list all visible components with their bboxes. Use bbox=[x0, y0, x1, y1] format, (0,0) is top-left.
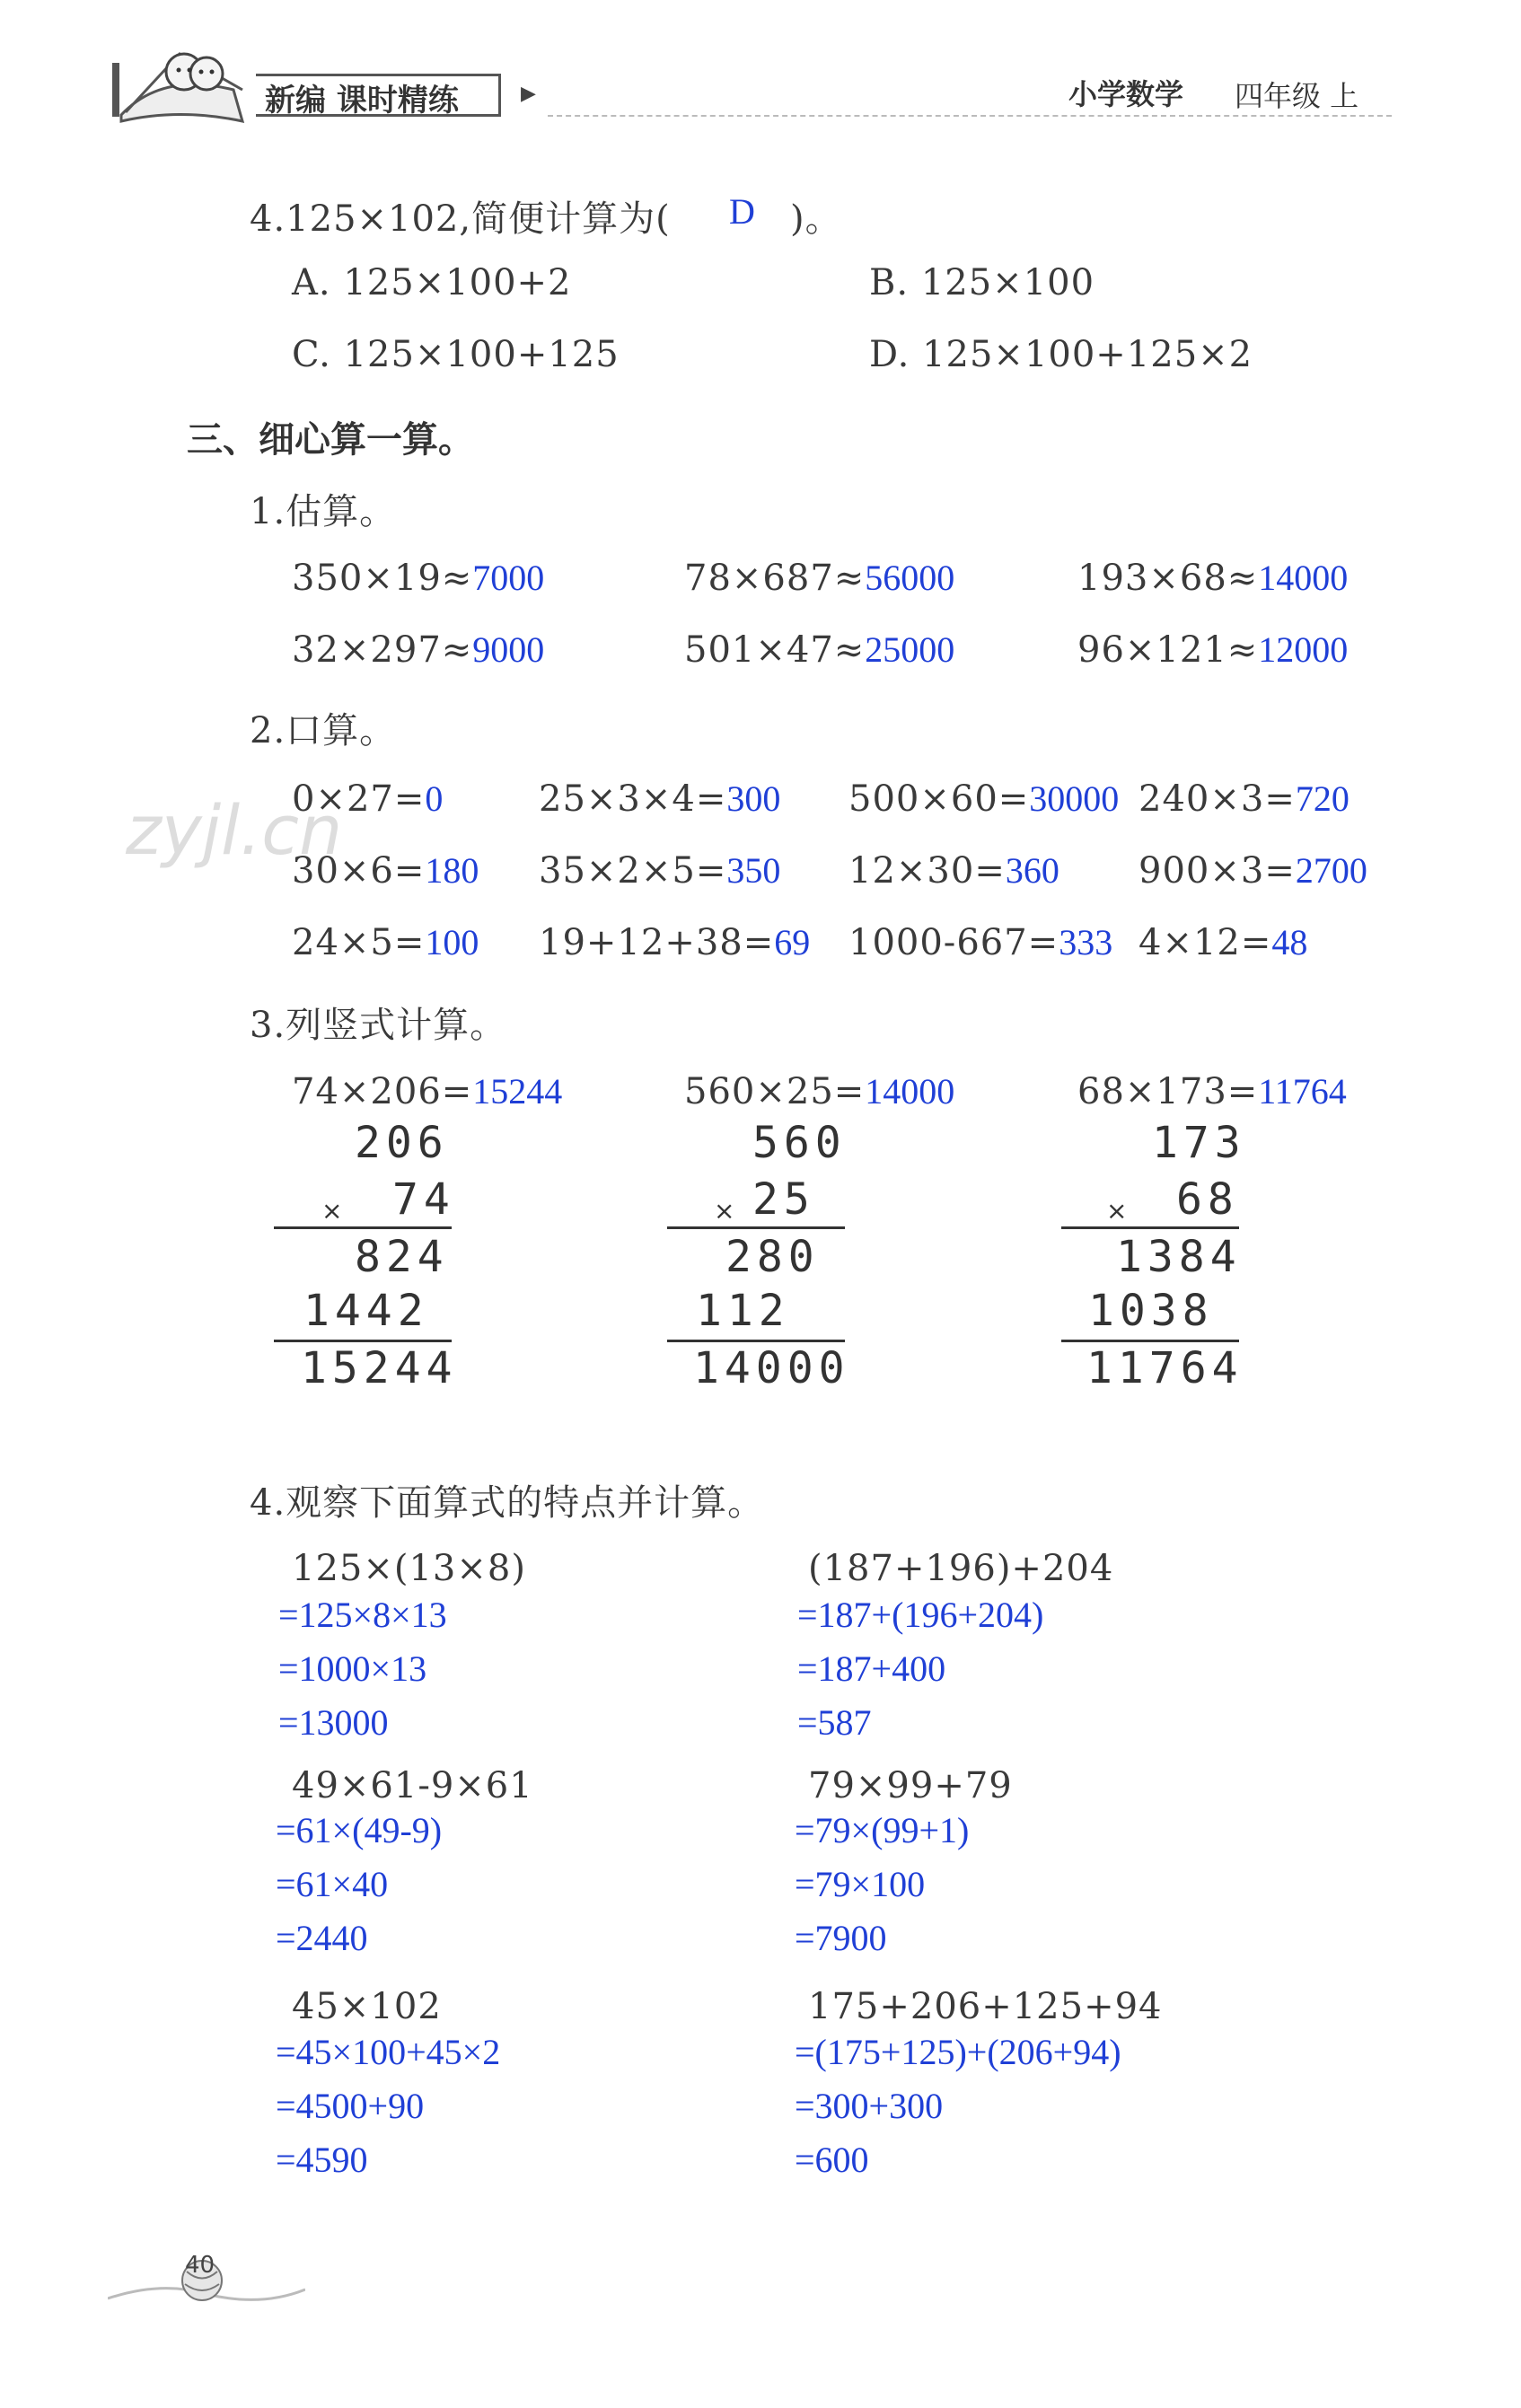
answer: 7000 bbox=[472, 558, 545, 598]
subject-label: 小学数学 bbox=[1068, 77, 1184, 111]
answer: 11764 bbox=[1258, 1071, 1347, 1112]
expr: 560×25= bbox=[684, 1071, 866, 1112]
answer: 69 bbox=[774, 922, 811, 962]
answer: 720 bbox=[1295, 778, 1350, 819]
question-stem-end: )。 bbox=[790, 198, 842, 240]
expr: 12×30= bbox=[848, 850, 1006, 892]
step: =4590 bbox=[276, 2140, 368, 2180]
book-title: 新编 课时精练 bbox=[265, 83, 459, 119]
expr: 1000-667= bbox=[848, 922, 1059, 963]
estimate-item bbox=[684, 557, 954, 599]
step: =187+(196+204) bbox=[797, 1595, 1044, 1635]
estimate-item bbox=[1077, 557, 1348, 599]
answer: 14000 bbox=[865, 1071, 955, 1112]
rule-line bbox=[274, 1340, 452, 1342]
expr: 500×60= bbox=[848, 778, 1030, 820]
times-sign: × bbox=[1106, 1196, 1128, 1226]
oral-item bbox=[848, 778, 1119, 820]
option-c: C. 125×100+125 bbox=[292, 334, 620, 375]
expr: 45×102 bbox=[292, 1986, 442, 2027]
multiplier: 74 bbox=[392, 1174, 455, 1225]
partial-product-2: 1038 bbox=[1088, 1286, 1214, 1336]
answer: 2700 bbox=[1295, 850, 1367, 891]
answer: 360 bbox=[1005, 850, 1059, 891]
page-number: 40 bbox=[185, 2252, 215, 2279]
step: =2440 bbox=[276, 1918, 368, 1958]
answer: 12000 bbox=[1258, 629, 1349, 670]
step: =587 bbox=[797, 1702, 872, 1743]
oral-title: 2.口算。 bbox=[250, 710, 397, 751]
step: =300+300 bbox=[795, 2086, 944, 2126]
expr: 68×173= bbox=[1077, 1071, 1259, 1112]
multiplier: 25 bbox=[752, 1174, 815, 1225]
answer: 30000 bbox=[1029, 778, 1120, 819]
oral-item bbox=[1139, 849, 1367, 892]
expr: 350×19≈ bbox=[292, 558, 473, 599]
step: =61×(49-9) bbox=[276, 1810, 443, 1850]
answer: 0 bbox=[425, 778, 444, 819]
step: =1000×13 bbox=[278, 1648, 427, 1689]
partial-product-1: 1384 bbox=[1116, 1232, 1242, 1282]
expr: 900×3= bbox=[1139, 850, 1296, 892]
expr: 74×206= bbox=[292, 1071, 473, 1112]
oral-item bbox=[1139, 778, 1350, 820]
expr: 78×687≈ bbox=[684, 558, 866, 599]
partial-product-2: 112 bbox=[696, 1286, 790, 1336]
answer: 15244 bbox=[472, 1071, 563, 1112]
estimate-item bbox=[1077, 628, 1348, 671]
answer: 300 bbox=[726, 778, 781, 819]
expr: 30×6= bbox=[292, 850, 426, 892]
multiplicand: 560 bbox=[752, 1118, 847, 1168]
multiplier: 68 bbox=[1176, 1174, 1239, 1225]
expr: 125×(13×8) bbox=[292, 1548, 526, 1589]
oral-item bbox=[848, 849, 1059, 892]
step: =600 bbox=[795, 2140, 869, 2180]
expr: 79×99+79 bbox=[808, 1765, 1013, 1806]
step: =13000 bbox=[278, 1702, 389, 1743]
question-stem: 4.125×102,简便计算为( bbox=[250, 198, 671, 240]
partial-product-1: 280 bbox=[725, 1232, 820, 1282]
oral-item bbox=[1139, 921, 1307, 963]
step: =125×8×13 bbox=[278, 1595, 447, 1635]
expr: 19+12+38= bbox=[539, 922, 775, 963]
step: =4500+90 bbox=[276, 2086, 425, 2126]
expr: (187+196)+204 bbox=[808, 1548, 1114, 1589]
vertical-header bbox=[292, 1070, 562, 1112]
expr: 96×121≈ bbox=[1077, 629, 1259, 671]
answer: 180 bbox=[425, 850, 479, 891]
result: 14000 bbox=[693, 1343, 850, 1393]
vertical-header bbox=[1077, 1070, 1347, 1112]
expr: 175+206+125+94 bbox=[808, 1986, 1163, 2027]
expr: 501×47≈ bbox=[684, 629, 866, 671]
book-logo-icon bbox=[108, 36, 260, 126]
expr: 32×297≈ bbox=[292, 629, 473, 671]
rule-line bbox=[274, 1226, 452, 1229]
partial-product-1: 824 bbox=[355, 1232, 449, 1282]
vertical-header bbox=[684, 1070, 954, 1112]
option-d: D. 125×100+125×2 bbox=[869, 334, 1253, 375]
watermark: zyjl.cn bbox=[126, 790, 343, 870]
estimate-item bbox=[292, 557, 544, 599]
answer-choice: D bbox=[729, 191, 755, 232]
times-sign: × bbox=[714, 1196, 735, 1226]
arrow-right-icon: ▶ bbox=[521, 83, 536, 105]
vertical-title: 3.列竖式计算。 bbox=[250, 1005, 507, 1046]
result: 11764 bbox=[1086, 1343, 1244, 1393]
expr: 25×3×4= bbox=[539, 778, 727, 820]
estimate-item bbox=[684, 628, 954, 671]
step: =187+400 bbox=[797, 1648, 946, 1689]
partial-product-2: 1442 bbox=[303, 1286, 429, 1336]
step: =7900 bbox=[795, 1918, 887, 1958]
answer: 25000 bbox=[865, 629, 955, 670]
rule-line bbox=[667, 1226, 845, 1229]
section-title: 三、细心算一算。 bbox=[187, 419, 474, 461]
step: =(175+125)+(206+94) bbox=[795, 2032, 1121, 2072]
answer: 100 bbox=[425, 922, 479, 962]
rule-line bbox=[1061, 1226, 1239, 1229]
expr: 49×61-9×61 bbox=[292, 1765, 533, 1806]
step: =79×100 bbox=[795, 1864, 926, 1904]
oral-item bbox=[539, 921, 810, 963]
times-sign: × bbox=[321, 1196, 343, 1226]
expr: 193×68≈ bbox=[1077, 558, 1259, 599]
expr: 0×27= bbox=[292, 778, 426, 820]
header-divider bbox=[548, 115, 1392, 117]
multiplicand: 173 bbox=[1152, 1118, 1246, 1168]
answer: 56000 bbox=[865, 558, 955, 598]
oral-item bbox=[848, 921, 1112, 963]
expr: 24×5= bbox=[292, 922, 426, 963]
step: =61×40 bbox=[276, 1864, 389, 1904]
oral-item bbox=[292, 921, 479, 963]
expr: 240×3= bbox=[1139, 778, 1296, 820]
expr: 4×12= bbox=[1139, 922, 1272, 963]
result: 15244 bbox=[301, 1343, 458, 1393]
step: =79×(99+1) bbox=[795, 1810, 970, 1850]
oral-item bbox=[539, 778, 780, 820]
answer: 333 bbox=[1059, 922, 1113, 962]
answer: 350 bbox=[726, 850, 781, 891]
answer: 14000 bbox=[1258, 558, 1349, 598]
oral-item bbox=[539, 849, 780, 892]
estimate-title: 1.估算。 bbox=[250, 491, 397, 532]
answer: 9000 bbox=[472, 629, 545, 670]
rule-line bbox=[667, 1340, 845, 1342]
expr: 35×2×5= bbox=[539, 850, 727, 892]
grade-label: 四年级 上 bbox=[1235, 79, 1359, 113]
multiplicand: 206 bbox=[355, 1118, 449, 1168]
answer: 48 bbox=[1271, 922, 1308, 962]
step: =45×100+45×2 bbox=[276, 2032, 501, 2072]
rule-line bbox=[1061, 1340, 1239, 1342]
option-b: B. 125×100 bbox=[869, 262, 1095, 303]
estimate-item bbox=[292, 628, 544, 671]
observe-title: 4.观察下面算式的特点并计算。 bbox=[250, 1482, 765, 1524]
option-a: A. 125×100+2 bbox=[292, 262, 572, 303]
